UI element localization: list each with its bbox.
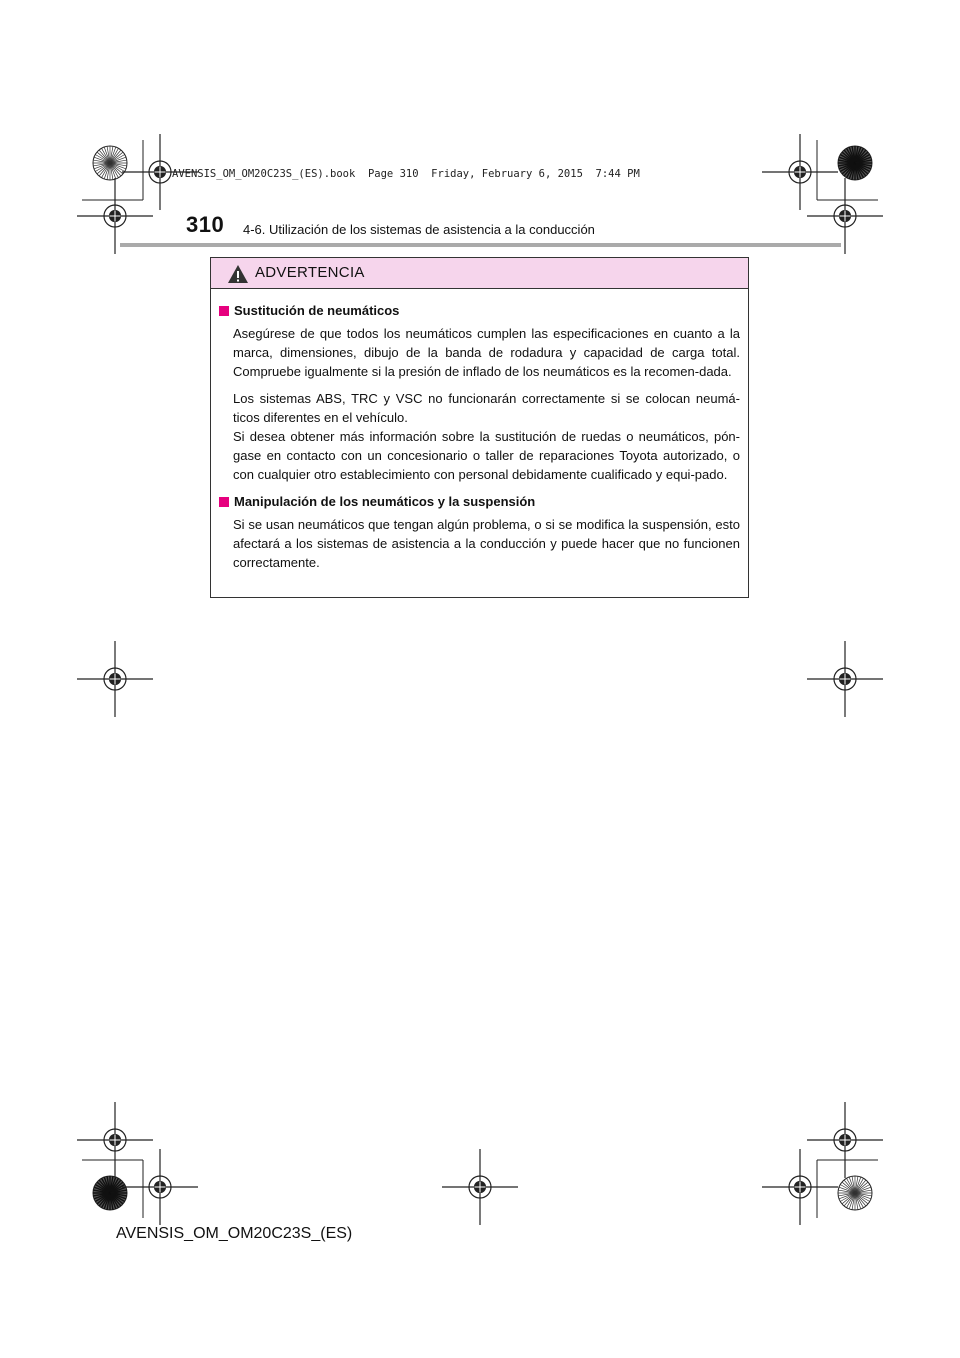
warning-title: ADVERTENCIA [255,264,365,281]
subheading-tire-suspension-handling [219,492,740,511]
registration-mark-icon [77,641,153,717]
registration-mark-icon [762,134,838,210]
paragraph: Asegúrese de que todos los neumáticos cumplen las especificaciones en cuanto a la marca, dimensiones, dibujo de la banda de rodadura y capacidad de carga total. Compruebe igualmente si la presión de inflado de los neumáticos es la recomen-dada. [233,326,740,379]
registration-mark-icon [77,1102,153,1178]
warning-body [211,289,748,572]
section-title: 4-6. Utilización de los sistemas de asistencia a la conducción [243,222,595,237]
color-bar-disc-icon [838,1176,872,1210]
subheading-text: Manipulación de los neumáticos y la suspensión [234,494,536,509]
registration-mark-icon [807,641,883,717]
header-rule [120,243,841,247]
manual-code: AVENSIS_OM_OM20C23S_(ES) [116,1225,353,1242]
paragraph: Si se usan neumáticos que tengan algún problema, o si se modifica la suspensión, esto afectará a los sistemas de asistencia a la conducción y puede hacer que no funcionen correctamente. [233,517,740,570]
page-number: 310 [186,212,225,237]
color-bar-disc-icon [838,146,872,180]
registration-mark-icon [442,1149,518,1225]
magenta-square-icon [219,497,229,507]
color-bar-disc-icon [93,1176,127,1210]
warning-header [211,258,748,289]
print-info-slug: AVENSIS_OM_OM20C23S_(ES).book Page 310 Friday, February 6, 2015 7:44 PM [172,168,640,180]
subheading-tire-replacement [219,301,740,320]
color-bar-disc-icon [93,146,127,180]
magenta-square-icon [219,306,229,316]
subheading-text: Sustitución de neumáticos [234,303,400,318]
paragraph: Si desea obtener más información sobre la sustitución de ruedas o neumáticos, pón-gase en contacto con un concesionario o taller de reparaciones Toyota autorizado, o con cualquier otro establecimiento con personal debidamente cualificado y equi-pado. [233,429,740,482]
registration-mark-icon [807,1102,883,1178]
warning-triangle-icon [227,264,249,284]
paragraph: Los sistemas ABS, TRC y VSC no funcionarán correctamente si se colocan neumá-ticos diferentes en el vehículo. [233,391,740,425]
warning-box [210,257,749,598]
